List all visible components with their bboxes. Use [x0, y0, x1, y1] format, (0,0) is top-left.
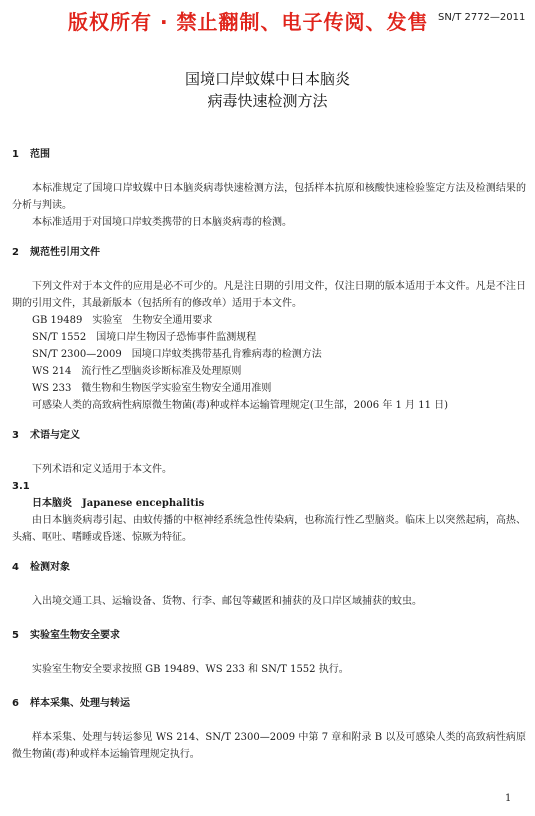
title-line-2: 病毒快速检测方法: [207, 92, 328, 110]
copyright-watermark: 版权所有 · 禁止翻制、电子传阅、发售: [68, 10, 429, 34]
section-title: 规范性引用文件: [30, 247, 100, 258]
paragraph: 本标准适用于对国境口岸蚊类携带的日本脑炎病毒的检测。: [32, 217, 292, 228]
reference-item: SN/T 2300—2009 国境口岸蚊类携带基孔肯雅病毒的检测方法: [32, 349, 322, 360]
paragraph: 由日本脑炎病毒引起、由蚊传播的中枢神经系统急性传染病，也称流行性乙型脑炎。临床上以突然起病，高热、头痛、呕吐、嗜睡或昏迷、惊厥为特征。: [12, 515, 526, 543]
section-title: 术语与定义: [30, 430, 80, 441]
reference-item: 可感染人类的高致病性病原微生物菌(毒)种或样本运输管理规定(卫生部，2006 年 1 月 11 日): [32, 400, 449, 411]
section-2-heading: [12, 244, 526, 261]
term-english: Japanese encephalitis: [82, 498, 205, 509]
section-3-heading: [12, 427, 526, 444]
section-4-heading: [12, 559, 526, 576]
section-6-heading: [12, 695, 526, 712]
section-number: 1: [12, 149, 19, 160]
subsection-number: 3.1: [12, 481, 30, 492]
document-title: [0, 68, 535, 112]
standard-code: SN/T 2772—2011: [438, 12, 526, 23]
paragraph: 实验室生物安全要求按照 GB 19489、WS 233 和 SN/T 1552 执行。: [32, 664, 349, 675]
section-title: 样本采集、处理与转运: [30, 698, 130, 709]
reference-item: SN/T 1552 国境口岸生物因子恐怖事件监测规程: [32, 332, 257, 343]
section-1-heading: [12, 146, 526, 163]
section-title: 实验室生物安全要求: [30, 630, 120, 641]
section-title: 检测对象: [30, 562, 70, 573]
paragraph: 下列术语和定义适用于本文件。: [32, 464, 172, 475]
section-number: 4: [12, 562, 19, 573]
reference-item: GB 19489 实验室 生物安全通用要求: [32, 315, 213, 326]
reference-item: WS 214 流行性乙型脑炎诊断标准及处理原则: [32, 366, 242, 377]
paragraph: 入出境交通工具、运输设备、货物、行李、邮包等藏匿和捕获的及口岸区域捕获的蚊虫。: [32, 596, 422, 607]
paragraph: 样本采集、处理与转运参见 WS 214、SN/T 2300—2009 中第 7 章和附录 B 以及可感染人类的高致病性病原微生物菌(毒)种或样本运输管理规定执行。: [12, 732, 526, 760]
section-title: 范围: [30, 149, 50, 160]
page-number: 1: [505, 793, 512, 804]
section-number: 2: [12, 247, 19, 258]
paragraph: 本标准规定了国境口岸蚊媒中日本脑炎病毒快速检测方法，包括样本抗原和核酸快速检验鉴定方法及检测结果的分析与判读。: [12, 183, 526, 211]
document-body: [12, 146, 526, 763]
paragraph: 下列文件对于本文件的应用是必不可少的。凡是注日期的引用文件，仅注日期的版本适用于本文件。凡是不注日期的引用文件，其最新版本（包括所有的修改单）适用于本文件。: [12, 281, 526, 309]
term-entry: [12, 495, 526, 512]
title-line-1: 国境口岸蚊媒中日本脑炎: [184, 70, 350, 88]
section-number: 3: [12, 430, 19, 441]
section-number: 6: [12, 698, 19, 709]
reference-item: WS 233 微生物和生物医学实验室生物安全通用准则: [32, 383, 272, 394]
term-chinese: 日本脑炎: [32, 498, 72, 509]
section-5-heading: [12, 627, 526, 644]
section-number: 5: [12, 630, 19, 641]
